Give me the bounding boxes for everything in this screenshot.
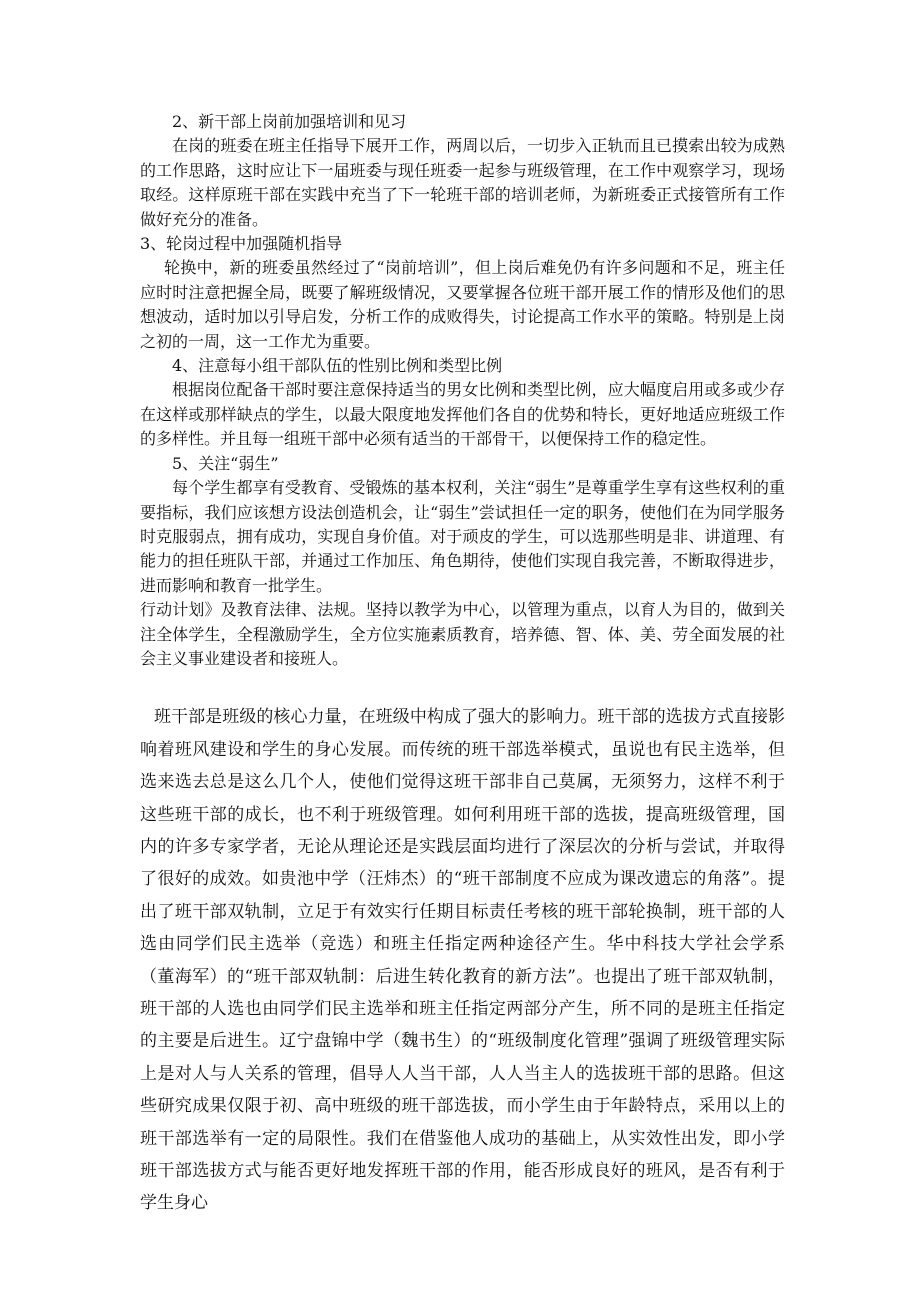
paragraph-5: 每个学生都享有受教育、受锻炼的基本权利，关注“弱生”是尊重学生享有这些权利的重要指标，我们应该想方设法创造机会，让“弱生”尝试担任一定的职务，使他们在为同学服务时克服弱点，拥有成功，实现自身价值。对于顽皮的学生，可以选那些明是非、讲道理、有能力的担任班队干部，并通过工作加压、角色期待，使他们实现自我完善，不断取得进步，进而影响和教育一批学生。 xyxy=(140,478,785,595)
document-page xyxy=(140,110,785,1220)
section-cadre-selection xyxy=(140,701,785,1220)
heading-3: 3、轮岗过程中加强随机指导 xyxy=(140,234,343,254)
paragraph-3: 轮换中，新的班委虽然经过了“岗前培训”，但上岗后难免仍有许多问题和不足，班主任应时时注意把握全局，既要了解班级情况，又要掌握各位班干部开展工作的情形及他们的思想波动，适时加以引导启发，分析工作的成败得失，讨论提高工作水平的策略。特别是上岗之初的一周，这一工作尤为重要。 xyxy=(140,258,785,351)
heading-2: 2、新干部上岗前加强培训和见习 xyxy=(172,112,407,131)
paragraph-6: 行动计划》及教育法律、法规。坚持以教学为中心，以管理为重点，以育人为目的，做到关注全体学生，全程激励学生，全方位实施素质教育，培养德、智、体、美、劳全面发展的社会主义事业建设者和接班人。 xyxy=(140,600,785,668)
heading-4: 4、注意每小组干部队伍的性别比例和类型比例 xyxy=(172,356,503,376)
section-class-cadre-rotation xyxy=(140,110,785,671)
paragraph-2: 在岗的班委在班主任指导下展开工作，两周以后，一切步入正轨而且已摸索出较为成熟的工作思路，这时应让下一届班委与现任班委一起参与班级管理，在工作中观察学习，现场取经。这样原班干部在实践中充当了下一轮班干部的培训老师，为新班委正式接管所有工作做好充分的准备。 xyxy=(140,136,785,229)
paragraph-cadre-selection: 班干部是班级的核心力量，在班级中构成了强大的影响力。班干部的选拔方式直接影响着班风建设和学生的身心发展。而传统的班干部选举模式，虽说也有民主选举，但选来选去总是这么几个人，使他们觉得这班干部非自己莫属，无须努力，这样不利于这些班干部的成长，也不利于班级管理。如何利用班干部的选拔，提高班级管理，国内的许多专家学者，无论从理论还是实践层面均进行了深层次的分析与尝试，并取得了很好的成效。如贵池中学（汪炜杰）的“班干部制度不应成为课改遗忘的角落”。提出了班干部双轨制，立足于有效实行任期目标责任考核的班干部轮换制，班干部的人选由同学们民主选举（竞选）和班主任指定两种途径产生。华中科技大学社会学系（董海军）的“班干部双轨制：后进生转化教育的新方法”。也提出了班干部双轨制，班干部的人选也由同学们民主选举和班主任指定两部分产生，所不同的是班主任指定的主要是后进生。辽宁盘锦中学（魏书生）的“班级制度化管理”强调了班级管理实际上是对人与人关系的管理，倡导人人当干部，人人当主人的选拔班干部的思路。但这些研究成果仅限于初、高中班级的班干部选拔，而小学生由于年龄特点，采用以上的班干部选举有一定的局限性。我们在借鉴他人成功的基础上，从实效性出发，即小学班干部选拔方式与能否更好地发挥班干部的作用，能否形成良好的班风，是否有利于学生身心 xyxy=(140,707,785,1214)
paragraph-4: 根据岗位配备干部时要注意保持适当的男女比例和类型比例，应大幅度启用或多或少存在这样或那样缺点的学生，以最大限度地发挥他们各自的优势和特长，更好地适应班级工作的多样性。并且每一组班干部中必须有适当的干部骨干，以便保持工作的稳定性。 xyxy=(140,380,785,449)
heading-5: 5、关注“弱生” xyxy=(172,453,279,473)
